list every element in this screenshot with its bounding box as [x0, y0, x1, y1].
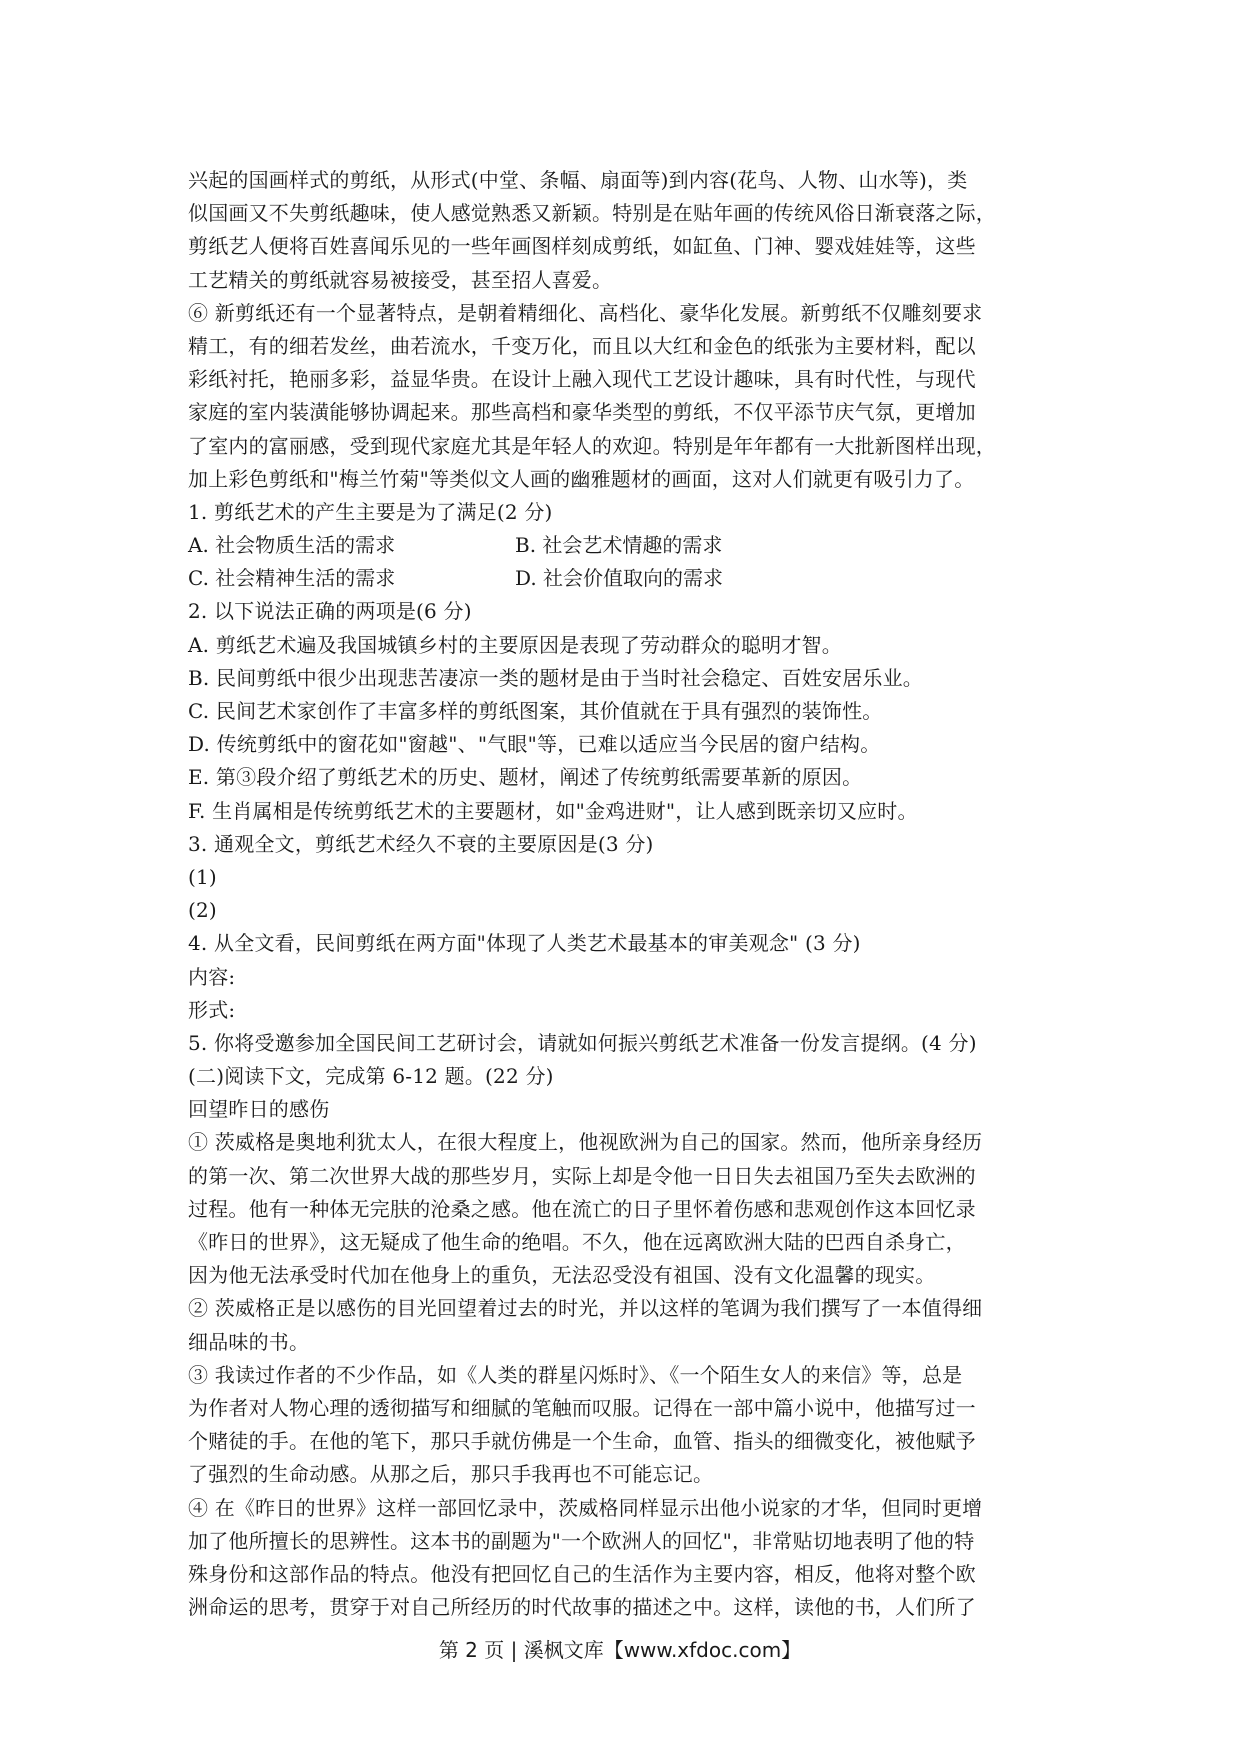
text-line: 为作者对人物心理的透彻描写和细腻的笔触而叹服。记得在一部中篇小说中，他描写过一: [188, 1395, 976, 1420]
text-line: 工艺精关的剪纸就容易被接受，甚至招人喜爱。: [188, 267, 613, 292]
text-line: 兴起的国画样式的剪纸，从形式(中堂、条幅、扇面等)到内容(花鸟、人物、山水等)，类: [188, 168, 968, 192]
text-line: 细品味的书。: [188, 1329, 310, 1354]
passage-text-bottom: [188, 595, 1068, 1624]
text-line: 洲命运的思考，贯穿于对自己所经历的时代故事的描述之中。这样，读他的书，人们所了: [188, 1595, 976, 1620]
text-line: 3. 通观全文，剪纸艺术经久不衰的主要原因是(3 分): [188, 831, 654, 856]
text-line: ④ 在《昨日的世界》这样一部回忆录中，茨威格同样显示出他小说家的才华，但同时更增: [188, 1495, 983, 1520]
text-line: 因为他无法承受时代加在他身上的重负，无法忍受没有祖国、没有文化温馨的现实。: [188, 1263, 936, 1288]
text-line: 2. 以下说法正确的两项是(6 分): [188, 599, 472, 624]
text-line: 4. 从全文看，民间剪纸在两方面"体现了人类艺术最基本的审美观念" (3 分): [188, 931, 861, 956]
question-1-options: [188, 529, 1068, 595]
text-line: 加上彩色剪纸和"梅兰竹菊"等类似文人画的幽雅题材的画面，这对人们就更有吸引力了。: [188, 466, 975, 491]
text-line: 彩纸衬托，艳丽多彩，益显华贵。在设计上融入现代工艺设计趣味，具有时代性，与现代: [188, 367, 976, 392]
document-body: [188, 164, 1068, 1624]
text-line: F. 生肖属相是传统剪纸艺术的主要题材，如"金鸡进财"，让人感到既亲切又应时。: [188, 798, 918, 823]
text-line: ② 茨威格正是以感伤的目光回望着过去的时光，并以这样的笔调为我们撰写了一本值得细: [188, 1296, 983, 1321]
option-left: C. 社会精神生活的需求: [188, 566, 396, 591]
text-line: 5. 你将受邀参加全国民间工艺研讨会，请就如何振兴剪纸艺术准备一份发言提纲。(4 分): [188, 1030, 977, 1055]
text-line: 回望昨日的感伤: [188, 1097, 330, 1122]
text-line: 似国画又不失剪纸趣味，使人感觉熟悉又新颖。特别是在贴年画的传统风俗日渐衰落之际，: [188, 201, 996, 226]
text-line: 了强烈的生命动感。从那之后，那只手我再也不可能忘记。: [188, 1462, 714, 1487]
text-line: ① 茨威格是奥地利犹太人，在很大程度上，他视欧洲为自己的国家。然而，他所亲身经历: [188, 1130, 983, 1155]
text-line: E. 第③段介绍了剪纸艺术的历史、题材，阐述了传统剪纸需要革新的原因。: [188, 765, 863, 790]
text-line: 剪纸艺人便将百姓喜闻乐见的一些年画图样刻成剪纸，如缸鱼、门神、婴戏娃娃等，这些: [188, 234, 976, 259]
text-line: ⑥ 新剪纸还有一个显著特点，是朝着精细化、高档化、豪华化发展。新剪纸不仅雕刻要求: [188, 300, 983, 325]
text-line: ③ 我读过作者的不少作品，如《人类的群星闪烁时》、《一个陌生女人的来信》等，总是: [188, 1362, 963, 1387]
text-line: 过程。他有一种体无完肤的沧桑之感。他在流亡的日子里怀着伤感和悲观创作这本回忆录: [188, 1196, 976, 1221]
text-line: 内容:: [188, 964, 236, 989]
text-line: (2): [188, 898, 217, 923]
option-left: A. 社会物质生活的需求: [188, 533, 396, 558]
text-line: B. 民间剪纸中很少出现悲苦凄凉一类的题材是由于当时社会稳定、百姓安居乐业。: [188, 665, 924, 690]
text-line: D. 传统剪纸中的窗花如"窗越"、"气眼"等，已难以适应当今民居的窗户结构。: [188, 732, 881, 757]
text-line: A. 剪纸艺术遍及我国城镇乡村的主要原因是表现了劳动群众的聪明才智。: [188, 632, 842, 657]
text-line: (1): [188, 864, 217, 889]
text-line: 个赌徒的手。在他的笔下，那只手就仿佛是一个生命，血管、指头的细微变化，被他赋予: [188, 1429, 976, 1454]
option-row: [188, 562, 1068, 595]
option-right: B. 社会艺术情趣的需求: [515, 533, 723, 558]
text-line: 加了他所擅长的思辨性。这本书的副题为"一个欧洲人的回忆"，非常贴切地表明了他的特: [188, 1528, 975, 1553]
text-line: 的第一次、第二次世界大战的那些岁月，实际上却是令他一日日失去祖国乃至失去欧洲的: [188, 1163, 976, 1188]
text-line: C. 民间艺术家创作了丰富多样的剪纸图案，其价值就在于具有强烈的装饰性。: [188, 699, 883, 723]
text-line: 了室内的富丽感，受到现代家庭尤其是年轻人的欢迎。特别是年年都有一大批新图样出现，: [188, 433, 996, 458]
text-line: 家庭的室内装潢能够协调起来。那些高档和豪华类型的剪纸，不仅平添节庆气氛，更增加: [188, 400, 976, 425]
text-line: 1. 剪纸艺术的产生主要是为了满足(2 分): [188, 499, 553, 524]
text-line: 殊身份和这部作品的特点。他没有把回忆自己的生活作为主要内容，相反，他将对整个欧: [188, 1561, 976, 1586]
page-footer: 第 2 页 | 溪枫文库【www.xfdoc.com】: [438, 1638, 802, 1662]
text-line: (二)阅读下文，完成第 6-12 题。(22 分): [188, 1064, 554, 1089]
text-line: 《昨日的世界》，这无疑成了他生命的绝唱。不久，他在远离欧洲大陆的巴西自杀身亡，: [188, 1230, 966, 1254]
passage-text-top: [188, 164, 1068, 529]
text-line: 形式:: [188, 997, 236, 1022]
option-row: [188, 529, 1068, 562]
text-line: 精工，有的细若发丝，曲若流水，千变万化，而且以大红和金色的纸张为主要材料，配以: [188, 333, 976, 358]
option-right: D. 社会价值取向的需求: [515, 566, 724, 591]
